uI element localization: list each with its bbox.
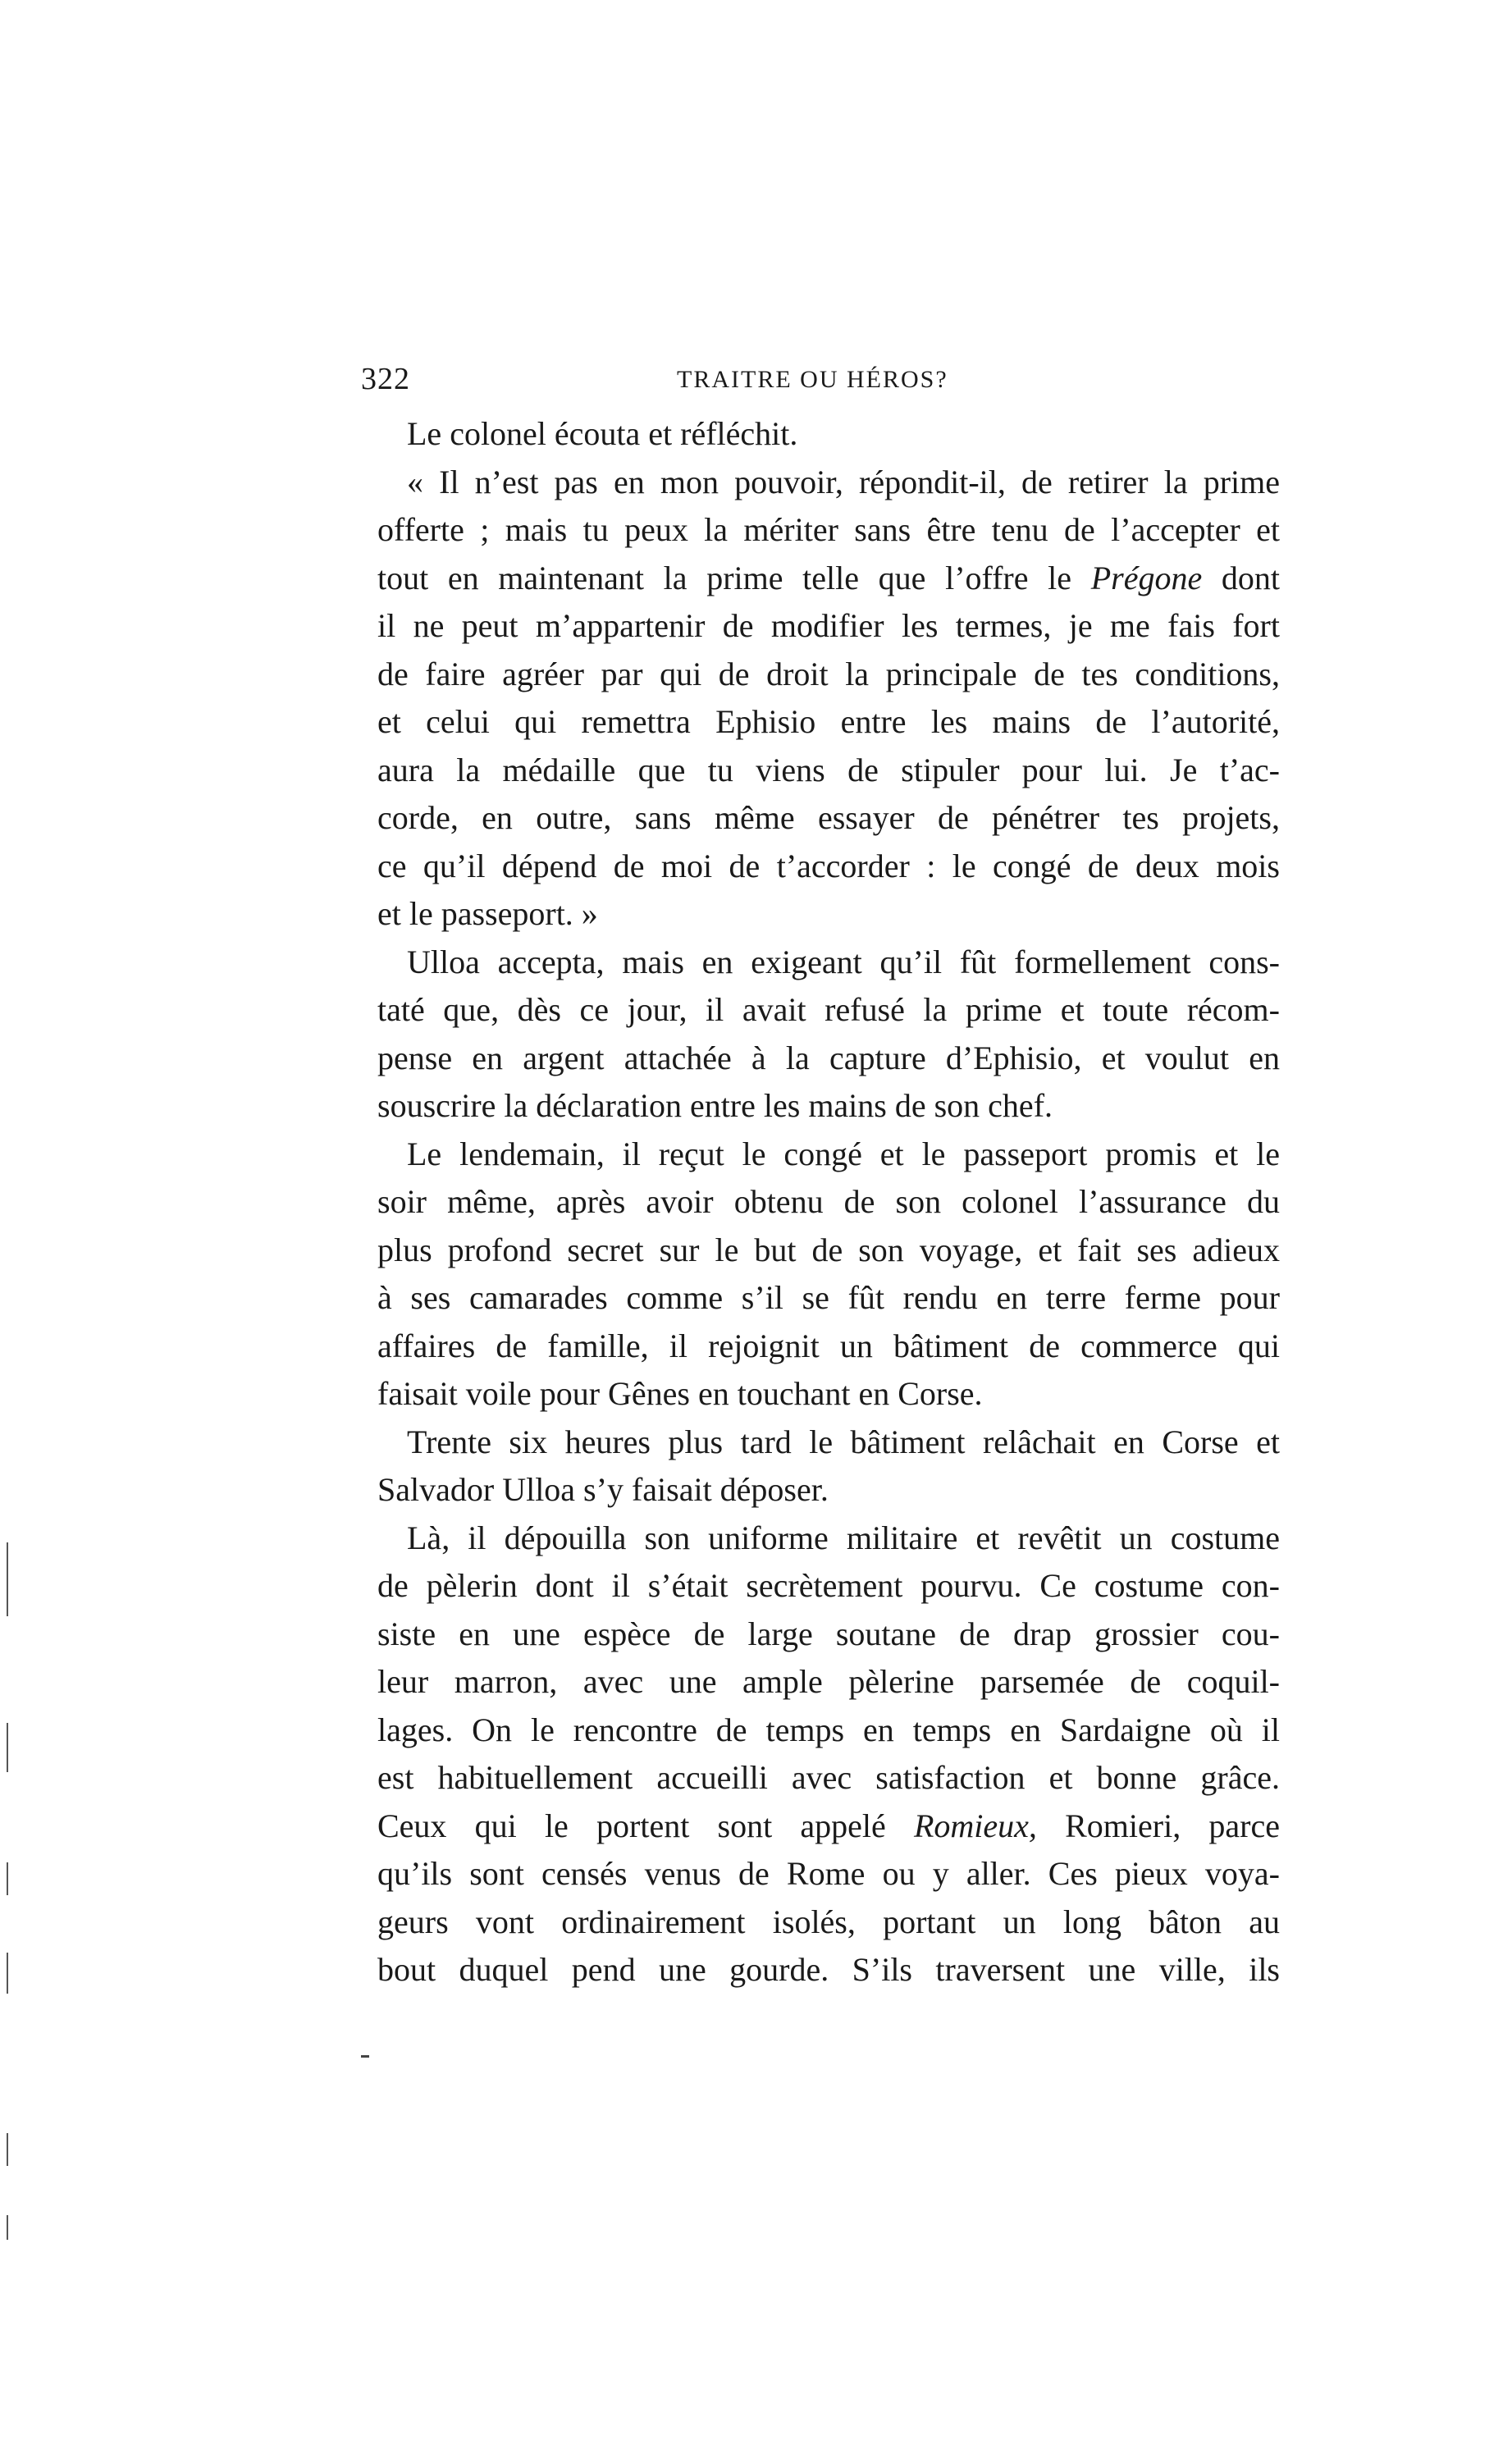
text-line: geurs vont ordinairement isolés, portant un long bâton au bbox=[377, 1903, 1280, 1940]
text-line: ce qu’il dépend de moi de t’accorder : le congé de deux mois bbox=[377, 847, 1280, 884]
running-title: TRAITRE OU HÉROS? bbox=[677, 366, 948, 393]
text-line: et le passeport. » bbox=[377, 895, 598, 932]
text-line: tout en maintenant la prime telle que l’offre le Prégone dont bbox=[377, 559, 1280, 596]
scan-edge-mark bbox=[7, 1723, 8, 1772]
text-line: lages. On le rencontre de temps en temps en Sardaigne où il bbox=[377, 1711, 1280, 1748]
text-line: est habituellement accueilli avec satisfaction et bonne grâce. bbox=[377, 1759, 1280, 1796]
text-line: qu’ils sont censés venus de Rome ou y aller. Ces pieux voya- bbox=[377, 1855, 1280, 1892]
text-line: faisait voile pour Gênes en touchant en Corse. bbox=[377, 1375, 983, 1412]
text-line: et celui qui remettra Ephisio entre les mains de l’autorité, bbox=[377, 703, 1280, 740]
italic-term: Prégone bbox=[1090, 559, 1203, 596]
scan-edge-mark bbox=[7, 2133, 8, 2166]
text-line: corde, en outre, sans même essayer de pénétrer tes projets, bbox=[377, 799, 1280, 836]
text-line: « Il n’est pas en mon pouvoir, répondit-il, de retirer la prime bbox=[407, 463, 1280, 500]
text-line: soir même, après avoir obtenu de son colonel l’assurance du bbox=[377, 1183, 1280, 1220]
text-line: Trente six heures plus tard le bâtiment relâchait en Corse et bbox=[407, 1423, 1280, 1460]
text-line: pense en argent attachée à la capture d’Ephisio, et voulut en bbox=[377, 1039, 1280, 1076]
text-line: Le colonel écouta et réfléchit. bbox=[407, 415, 798, 452]
text-line: Salvador Ulloa s’y faisait déposer. bbox=[377, 1471, 829, 1508]
text-line: taté que, dès ce jour, il avait refusé la prime et toute récom- bbox=[377, 991, 1280, 1028]
text-line: Ulloa accepta, mais en exigeant qu’il fût formellement cons- bbox=[407, 943, 1280, 980]
running-header bbox=[361, 361, 1288, 402]
text-line: offerte ; mais tu peux la mériter sans être tenu de l’accepter et bbox=[377, 511, 1280, 548]
text-line: affaires de famille, il rejoignit un bâtiment de commerce qui bbox=[377, 1327, 1280, 1364]
text-line: bout duquel pend une gourde. S’ils traversent une ville, ils bbox=[377, 1951, 1280, 1988]
scan-edge-mark bbox=[7, 2215, 8, 2240]
page-number: 322 bbox=[361, 362, 410, 396]
scan-edge-mark bbox=[7, 1862, 8, 1895]
text-line: il ne peut m’appartenir de modifier les termes, je me fais fort bbox=[377, 607, 1280, 644]
text-line: leur marron, avec une ample pèlerine parsemée de coquil- bbox=[377, 1663, 1280, 1700]
text-line: Là, il dépouilla son uniforme militaire et revêtit un costume bbox=[407, 1519, 1280, 1556]
scan-edge-mark bbox=[7, 1542, 8, 1616]
scan-edge-mark bbox=[7, 1953, 8, 1994]
italic-term: Romieux, bbox=[913, 1807, 1037, 1844]
text-line: souscrire la déclaration entre les mains de son chef. bbox=[377, 1087, 1053, 1124]
text-line: siste en une espèce de large soutane de drap grossier cou- bbox=[377, 1615, 1280, 1652]
text-line: plus profond secret sur le but de son voyage, et fait ses adieux bbox=[377, 1231, 1280, 1268]
text-line: Le lendemain, il reçut le congé et le passeport promis et le bbox=[407, 1135, 1280, 1172]
text-line: Ceux qui le portent sont appelé Romieux, Romieri, parce bbox=[377, 1807, 1280, 1844]
text-line: aura la médaille que tu viens de stipuler pour lui. Je t’ac- bbox=[377, 751, 1280, 788]
body-text bbox=[377, 410, 1280, 1994]
text-line: de faire agréer par qui de droit la principale de tes conditions, bbox=[377, 655, 1280, 692]
text-line: à ses camarades comme s’il se fût rendu en terre ferme pour bbox=[377, 1279, 1280, 1316]
text-line: de pèlerin dont il s’était secrètement pourvu. Ce costume con- bbox=[377, 1567, 1280, 1604]
margin-mark bbox=[361, 2055, 369, 2058]
